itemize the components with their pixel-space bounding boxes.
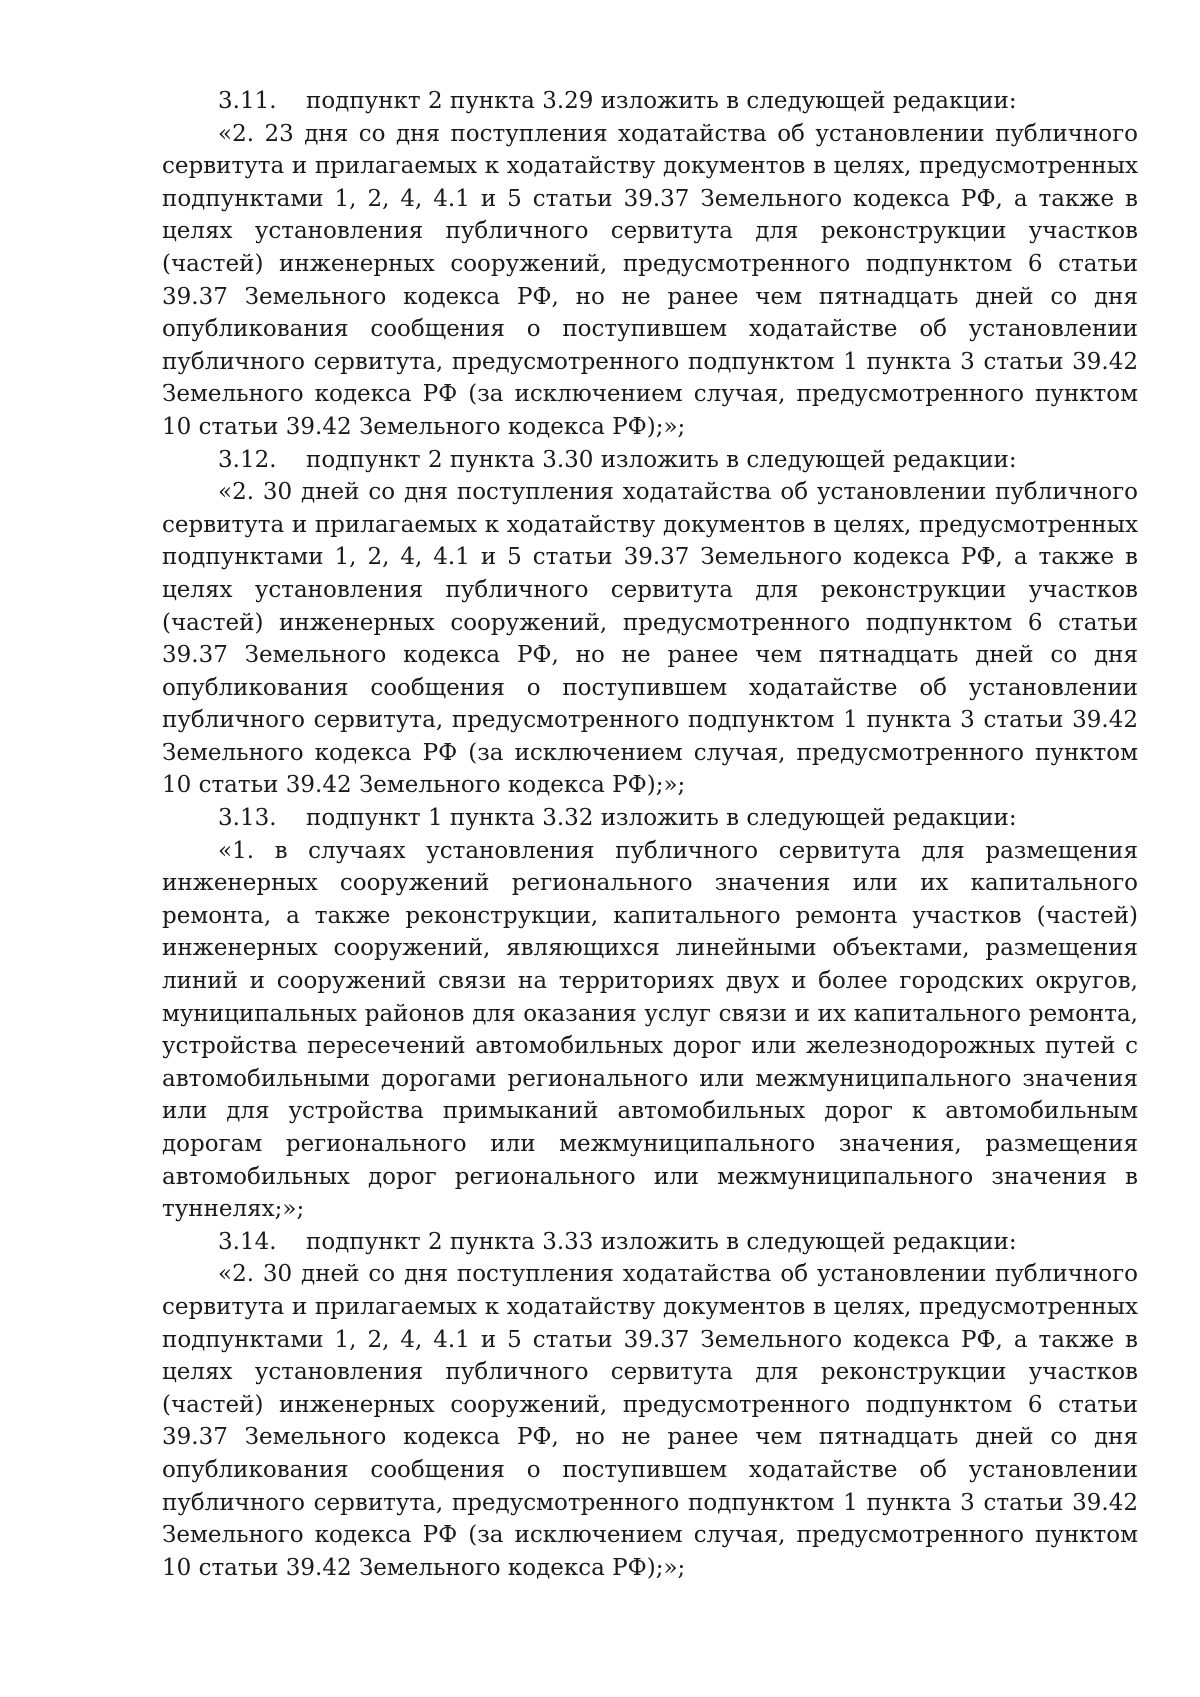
amendment-heading: [162, 1226, 1138, 1259]
item-instruction: подпункт 1 пункта 3.32 изложить в следующей редакции:: [306, 805, 1017, 832]
item-instruction: подпункт 2 пункта 3.30 изложить в следующей редакции:: [306, 446, 1017, 473]
document-page: [162, 85, 1138, 1584]
amendment-text: «2. 23 дня со дня поступления ходатайства об установлении публичного сервитута и прилагаемых к ходатайству документов в целях, предусмотренных подпунктами 1, 2, 4, 4.1 и 5 статьи 39.37 Земельного кодекса РФ, а также в целях установления публичного сервитута для реконструкции участков (частей) инженерных сооружений, предусмотренного подпунктом 6 статьи 39.37 Земельного кодекса РФ, но не ранее чем пятнадцать дней со дня опубликования сообщения о поступившем ходатайстве об установлении публичного сервитута, предусмотренного подпунктом 1 пункта 3 статьи 39.42 Земельного кодекса РФ (за исключением случая, предусмотренного пунктом 10 статьи 39.42 Земельного кодекса РФ);»;: [162, 120, 1138, 440]
amendment-heading: [162, 802, 1138, 835]
amendment-item-3-13: [162, 802, 1138, 1226]
item-number: 3.11.: [218, 88, 277, 114]
amendment-text: «2. 30 дней со дня поступления ходатайства об установлении публичного сервитута и прилагаемых к ходатайству документов в целях, предусмотренных подпунктами 1, 2, 4, 4.1 и 5 статьи 39.37 Земельного кодекса РФ, а также в целях установления публичного сервитута для реконструкции участков (частей) инженерных сооружений, предусмотренного подпунктом 6 статьи 39.37 Земельного кодекса РФ, но не ранее чем пятнадцать дней со дня опубликования сообщения о поступившем ходатайстве об установлении публичного сервитута, предусмотренного подпунктом 1 пункта 3 статьи 39.42 Земельного кодекса РФ (за исключением случая, предусмотренного пунктом 10 статьи 39.42 Земельного кодекса РФ);»;: [162, 1261, 1138, 1581]
item-number: 3.14.: [218, 1228, 277, 1255]
item-number: 3.13.: [218, 805, 277, 832]
amendment-text: «1. в случаях установления публичного сервитута для размещения инженерных сооружений регионального значения или их капитального ремонта, а также реконструкции, капитального ремонта участков (частей) инженерных сооружений, являющихся линейными объектами, размещения линий и сооружений связи на территориях двух и более городских округов, муниципальных районов для оказания услуг связи и их капитального ремонта, устройства пересечений автомобильных дорог или железнодорожных путей с автомобильными дорогами регионального или межмуниципального значения или для устройства примыканий автомобильных дорог к автомобильным дорогам регионального или межмуниципального значения, размещения автомобильных дорог регионального или межмуниципального значения в туннелях;»;: [162, 837, 1138, 1223]
amendment-heading: [162, 85, 1138, 118]
item-instruction: подпункт 2 пункта 3.29 изложить в следующей редакции:: [306, 88, 1017, 114]
amendment-item-3-14: [162, 1226, 1138, 1585]
item-number: 3.12.: [218, 446, 277, 473]
amendment-text: «2. 30 дней со дня поступления ходатайства об установлении публичного сервитута и прилагаемых к ходатайству документов в целях, предусмотренных подпунктами 1, 2, 4, 4.1 и 5 статьи 39.37 Земельного кодекса РФ, а также в целях установления публичного сервитута для реконструкции участков (частей) инженерных сооружений, предусмотренного подпунктом 6 статьи 39.37 Земельного кодекса РФ, но не ранее чем пятнадцать дней со дня опубликования сообщения о поступившем ходатайстве об установлении публичного сервитута, предусмотренного подпунктом 1 пункта 3 статьи 39.42 Земельного кодекса РФ (за исключением случая, предусмотренного пунктом 10 статьи 39.42 Земельного кодекса РФ);»;: [162, 479, 1138, 799]
amendment-item-3-11: [162, 85, 1138, 444]
amendment-heading: [162, 444, 1138, 477]
amendment-item-3-12: [162, 444, 1138, 803]
item-instruction: подпункт 2 пункта 3.33 изложить в следующей редакции:: [306, 1228, 1017, 1255]
